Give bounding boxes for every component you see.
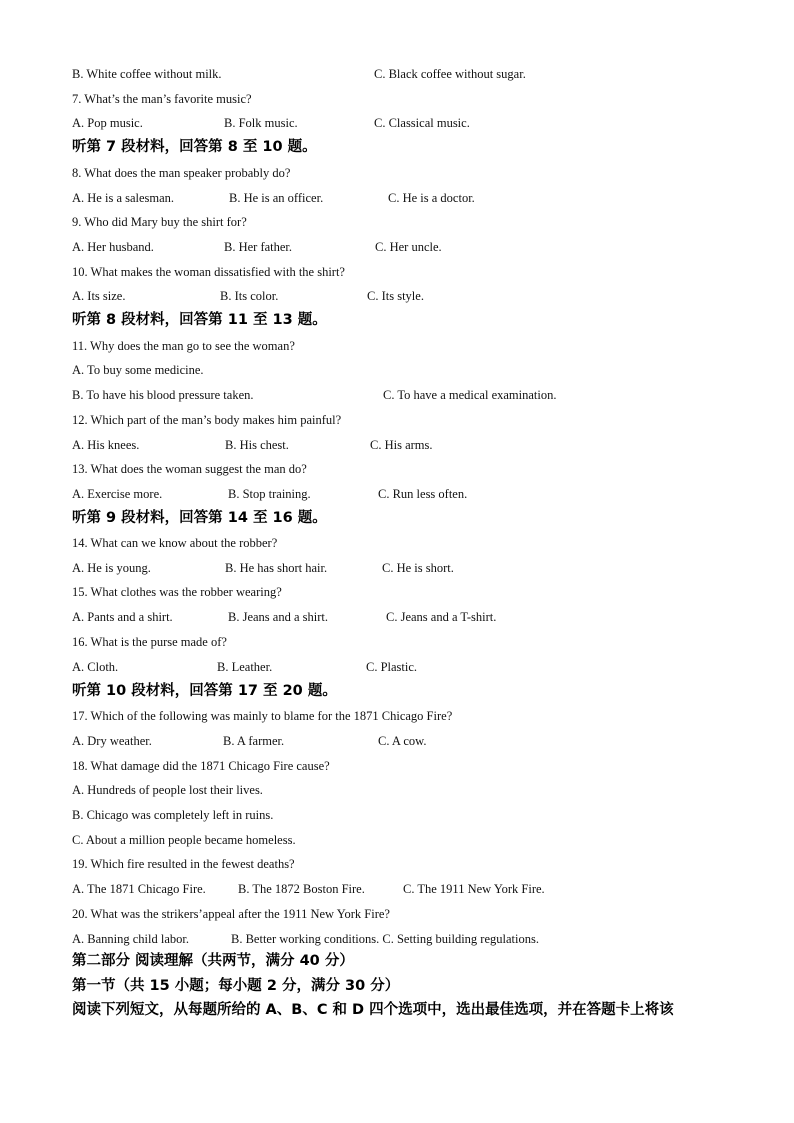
question-text: 17. Which of the following was mainly to blame for the 1871 Chicago Fire? (72, 709, 453, 723)
answer-option: C. Run less often. (378, 487, 468, 501)
answer-option: B. Its color. (220, 289, 279, 303)
answer-options-row (72, 931, 772, 947)
question-text: 14. What can we know about the robber? (72, 536, 278, 550)
answer-option: C. A cow. (378, 734, 427, 748)
answer-option: B. The 1872 Boston Fire. (238, 882, 365, 896)
answer-option: B. His chest. (225, 438, 289, 452)
section-heading: 听第 10 段材料，回答第 17 至 20 题。 (72, 683, 337, 699)
answer-option: C. Jeans and a T-shirt. (386, 610, 497, 624)
answer-option: B. He is an officer. (229, 191, 324, 205)
section-heading: 第二部分 阅读理解（共两节，满分 40 分） (72, 953, 354, 969)
answer-option: A. Pop music. (72, 116, 143, 130)
answer-options-row (72, 66, 772, 82)
answer-options-row (72, 486, 772, 502)
answer-option: A. Cloth. (72, 660, 119, 674)
question-text: A. To buy some medicine. (72, 363, 204, 377)
question-text: 15. What clothes was the robber wearing? (72, 585, 282, 599)
answer-option: C. He is short. (382, 561, 454, 575)
answer-option: C. The 1911 New York Fire. (403, 882, 545, 896)
answer-option: B. Folk music. (224, 116, 298, 130)
question-text: 9. Who did Mary buy the shirt for? (72, 215, 247, 229)
answer-option: A. Dry weather. (72, 734, 152, 748)
answer-option: B. He has short hair. (225, 561, 328, 575)
answer-option: C. Her uncle. (375, 240, 442, 254)
answer-options-row (72, 659, 772, 675)
answer-options-row (72, 239, 772, 255)
answer-option: B. Jeans and a shirt. (228, 610, 328, 624)
answer-option: A. Its size. (72, 289, 126, 303)
answer-option: A. Banning child labor. (72, 932, 189, 946)
answer-options-row (72, 115, 772, 131)
answer-option: A. He is a salesman. (72, 191, 175, 205)
answer-option: C. Plastic. (366, 660, 418, 674)
answer-option: B. To have his blood pressure taken. (72, 388, 254, 402)
answer-option: A. The 1871 Chicago Fire. (72, 882, 206, 896)
question-text: 8. What does the man speaker probably do? (72, 166, 291, 180)
question-text: 16. What is the purse made of? (72, 635, 227, 649)
section-heading: 阅读下列短文，从每题所给的 A、B、C 和 D 四个选项中，选出最佳选项，并在答题卡上将该 (72, 1002, 674, 1018)
section-heading: 听第 7 段材料，回答第 8 至 10 题。 (72, 139, 317, 155)
answer-option: C. His arms. (370, 438, 433, 452)
answer-option: B. A farmer. (223, 734, 285, 748)
answer-option: C. To have a medical examination. (383, 388, 557, 402)
answer-options-row (72, 881, 772, 897)
question-text: B. Chicago was completely left in ruins. (72, 808, 274, 822)
question-text: 7. What’s the man’s favorite music? (72, 92, 252, 106)
question-text: 19. Which fire resulted in the fewest deaths? (72, 857, 295, 871)
section-heading: 第一节（共 15 小题；每小题 2 分，满分 30 分） (72, 978, 400, 994)
answer-option: B. White coffee without milk. (72, 67, 222, 81)
answer-options-row (72, 387, 772, 403)
answer-option: A. Exercise more. (72, 487, 163, 501)
answer-options-row (72, 609, 772, 625)
answer-option: A. He is young. (72, 561, 151, 575)
answer-options-row (72, 560, 772, 576)
answer-option: C. He is a doctor. (388, 191, 475, 205)
question-text: A. Hundreds of people lost their lives. (72, 783, 263, 797)
answer-option: A. His knees. (72, 438, 140, 452)
answer-option: B. Her father. (224, 240, 293, 254)
question-text: C. About a million people became homeless. (72, 833, 296, 847)
question-text: 18. What damage did the 1871 Chicago Fire cause? (72, 759, 330, 773)
answer-option: B. Better working conditions. C. Setting building regulations. (231, 932, 539, 946)
question-text: 10. What makes the woman dissatisfied with the shirt? (72, 265, 345, 279)
answer-options-row (72, 288, 772, 304)
question-text: 20. What was the strikers’appeal after the 1911 New York Fire? (72, 907, 390, 921)
question-text: 12. Which part of the man’s body makes him painful? (72, 413, 342, 427)
answer-option: B. Stop training. (228, 487, 311, 501)
answer-option: C. Its style. (367, 289, 424, 303)
section-heading: 听第 8 段材料，回答第 11 至 13 题。 (72, 312, 327, 328)
answer-option: A. Pants and a shirt. (72, 610, 173, 624)
question-text: 11. Why does the man go to see the woman? (72, 339, 295, 353)
answer-option: C. Classical music. (374, 116, 470, 130)
answer-options-row (72, 437, 772, 453)
answer-option: C. Black coffee without sugar. (374, 67, 526, 81)
question-text: 13. What does the woman suggest the man do? (72, 462, 307, 476)
answer-options-row (72, 190, 772, 206)
answer-option: B. Leather. (217, 660, 273, 674)
answer-option: A. Her husband. (72, 240, 154, 254)
answer-options-row (72, 733, 772, 749)
section-heading: 听第 9 段材料，回答第 14 至 16 题。 (72, 510, 327, 526)
